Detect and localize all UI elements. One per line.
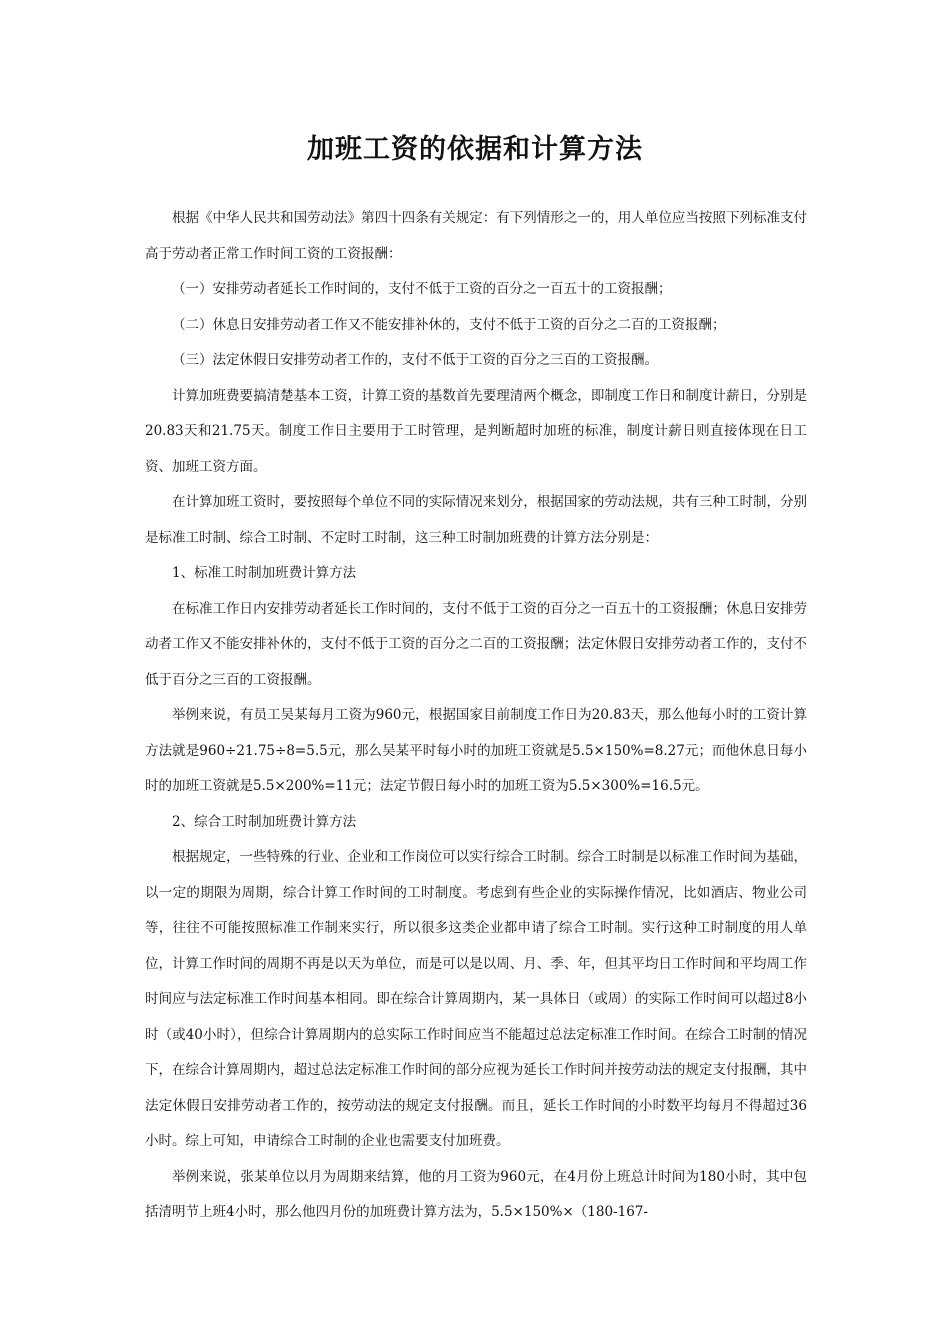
- document-body: [145, 201, 807, 1231]
- paragraph-comprehensive-example: 举例来说，张某单位以月为周期来结算，他的月工资为960元，在4月份上班总计时间为180小时，其中包括清明节上班4小时，那么他四月份的加班费计算方法为，5.5×150%×（180-167-: [145, 1168, 807, 1220]
- paragraph-comprehensive-rules: 根据规定，一些特殊的行业、企业和工作岗位可以实行综合工时制。综合工时制是以标准工作时间为基础，以一定的期限为周期，综合计算工作时间的工时制度。考虑到有些企业的实际操作情况，比如酒店、物业公司等，往往不可能按照标准工作制来实行，所以很多这类企业都申请了综合工时制。实行这种工时制度的用人单位，计算工作时间的周期不再是以天为单位，而是可以是以周、月、季、年，但其平均日工作时间和平均周工作时间应与法定标准工作时间基本相同。即在综合计算周期内，某一具体日（或周）的实际工作时间可以超过8小时（或40小时），但综合计算周期内的总实际工作时间应当不能超过总法定标准工作时间。在综合工时制的情况下，在综合计算周期内，超过总法定标准工作时间的部分应视为延长工作时间并按劳动法的规定支付报酬，其中法定休假日安排劳动者工作的，按劳动法的规定支付报酬。而且，延长工作时间的小时数平均每月不得超过36小时。综上可知，申请综合工时制的企业也需要支付加班费。: [145, 849, 807, 1149]
- paragraph-clause-2: （二）休息日安排劳动者工作又不能安排补休的，支付不低于工资的百分之二百的工资报酬；: [172, 316, 726, 333]
- paragraph-three-systems: 在计算加班工资时，要按照每个单位不同的实际情况来划分，根据国家的劳动法规，共有三种工时制，分别是标准工时制、综合工时制、不定时工时制，这三种工时制加班费的计算方法分别是：: [145, 494, 807, 546]
- section-heading-comprehensive: 2、综合工时制加班费计算方法: [172, 813, 357, 830]
- paragraph-legal-basis: 根据《中华人民共和国劳动法》第四十四条有关规定：有下列情形之一的，用人单位应当按照下列标准支付高于劳动者正常工作时间工资的工资报酬：: [145, 210, 807, 262]
- paragraph-clause-3: （三）法定休假日安排劳动者工作的，支付不低于工资的百分之三百的工资报酬。: [172, 352, 658, 368]
- paragraph-standard-example: 举例来说，有员工吴某每月工资为960元，根据国家目前制度工作日为20.83天，那么他每小时的工资计算方法就是960÷21.75÷8=5.5元，那么吴某平时每小时的加班工资就是5.5×150%=8.27元；而他休息日每小时的加班工资就是5.5×200%=11元；法定节假日每小时的加班工资为5.5×300%=16.5元。: [145, 707, 807, 794]
- section-heading-standard: 1、标准工时制加班费计算方法: [172, 565, 357, 581]
- paragraph-clause-1: （一）安排劳动者延长工作时间的，支付不低于工资的百分之一百五十的工资报酬；: [172, 281, 672, 297]
- paragraph-base-wage: 计算加班费要搞清楚基本工资，计算工资的基数首先要理清两个概念，即制度工作日和制度计薪日，分别是20.83天和21.75天。制度工作日主要用于工时管理，是判断超时加班的标准，制度计薪日则直接体现在日工资、加班工资方面。: [145, 387, 807, 475]
- document-title: 加班工资的依据和计算方法: [307, 134, 643, 165]
- paragraph-standard-rules: 在标准工作日内安排劳动者延长工作时间的，支付不低于工资的百分之一百五十的工资报酬；休息日安排劳动者工作又不能安排补休的，支付不低于工资的百分之二百的工资报酬；法定休假日安排劳动者工作的，支付不低于百分之三百的工资报酬。: [145, 600, 807, 688]
